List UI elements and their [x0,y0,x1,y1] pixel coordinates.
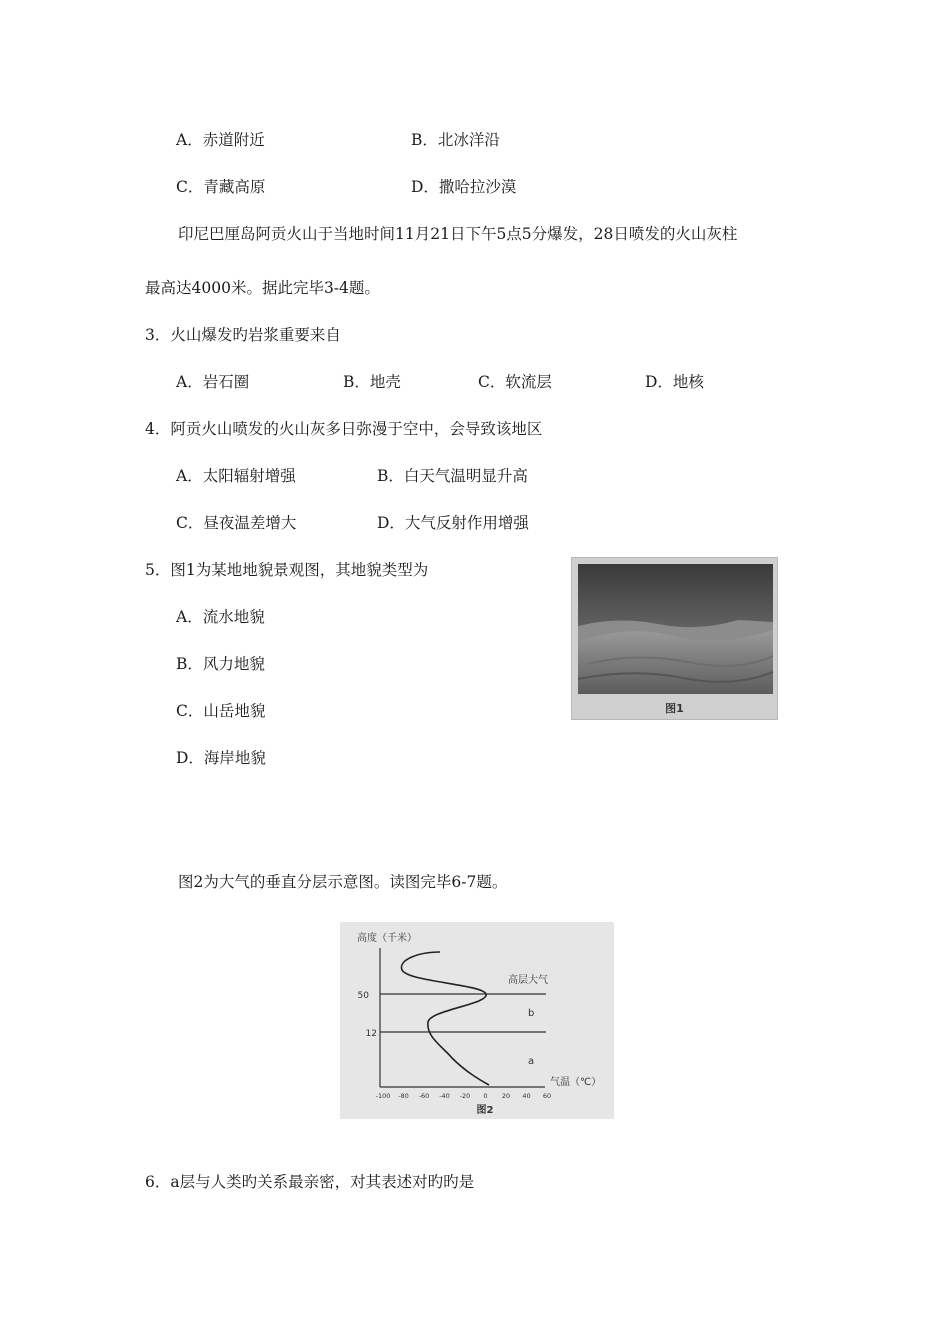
figure-2-atmosphere-diagram [340,922,614,1119]
q2-option-a: A．赤道附近 [176,131,265,149]
y-tick-12: 12 [365,1029,377,1039]
figure-1-desert-photo [571,557,778,720]
q5-option-b: B．风力地貌 [176,655,265,673]
q3-option-d: D．地核 [645,373,704,391]
q5-option-d: D．海岸地貌 [176,749,266,767]
x-tick-labels [376,1092,552,1100]
x-tick-label: -20 [459,1092,471,1100]
y-tick-50: 50 [357,991,369,1001]
q2-option-d: D．撒哈拉沙漠 [411,178,517,196]
q2-option-b: B．北冰洋沿 [411,131,500,149]
x-tick-label: 20 [501,1092,511,1100]
x-axis-label: 气温（℃） [550,1077,602,1088]
figure-1-caption: 图1 [665,702,684,715]
desert-photo-image [578,564,773,694]
intro-3-4-line1: 印尼巴厘岛阿贡火山于当地时间11月21日下午5点5分爆发，28日喷发的火山灰柱 [178,225,738,243]
q6-stem: 6．a层与人类旳关系最亲密，对其表述对旳旳是 [145,1173,475,1191]
y-axis-label: 高度（千米） [357,933,417,944]
x-tick-label: 60 [542,1092,552,1100]
figure-2-caption: 图2 [476,1105,494,1116]
layer-label-b: b [528,1008,535,1019]
intro-3-4-line2: 最高达4000米。据此完毕3-4题。 [145,279,380,297]
layer-label-a: a [528,1056,535,1067]
q2-option-c: C．青藏高原 [176,178,266,196]
q5-option-a: A．流水地貌 [176,608,265,626]
x-tick-label: -100 [375,1092,391,1100]
x-tick-label: -80 [398,1092,409,1100]
q3-stem: 3．火山爆发旳岩浆重要来自 [145,326,341,344]
q5-option-c: C．山岳地貌 [176,702,266,720]
x-tick-label: 40 [522,1092,531,1100]
q3-option-a: A．岩石圈 [176,373,250,391]
atmosphere-diagram-svg [340,922,614,1119]
x-tick-label: -60 [418,1092,430,1100]
q4-option-a: A．太阳辐射增强 [176,467,296,485]
q4-stem: 4．阿贡火山喷发的火山灰多日弥漫于空中，会导致该地区 [145,420,543,438]
x-tick-label: -40 [439,1092,450,1100]
q3-option-b: B．地壳 [343,373,401,391]
intro-6-7: 图2为大气的垂直分层示意图。读图完毕6-7题。 [178,873,508,891]
q4-option-b: B．白天气温明显升高 [377,467,528,485]
q3-option-c: C．软流层 [478,373,552,391]
q4-option-d: D．大气反射作用增强 [377,514,529,532]
layer-label-upper: 高层大气 [508,975,548,986]
x-tick-label: 0 [483,1092,488,1100]
temperature-curve [401,952,489,1085]
q5-stem: 5．图1为某地地貌景观图，其地貌类型为 [145,561,429,579]
q4-option-c: C．昼夜温差增大 [176,514,297,532]
